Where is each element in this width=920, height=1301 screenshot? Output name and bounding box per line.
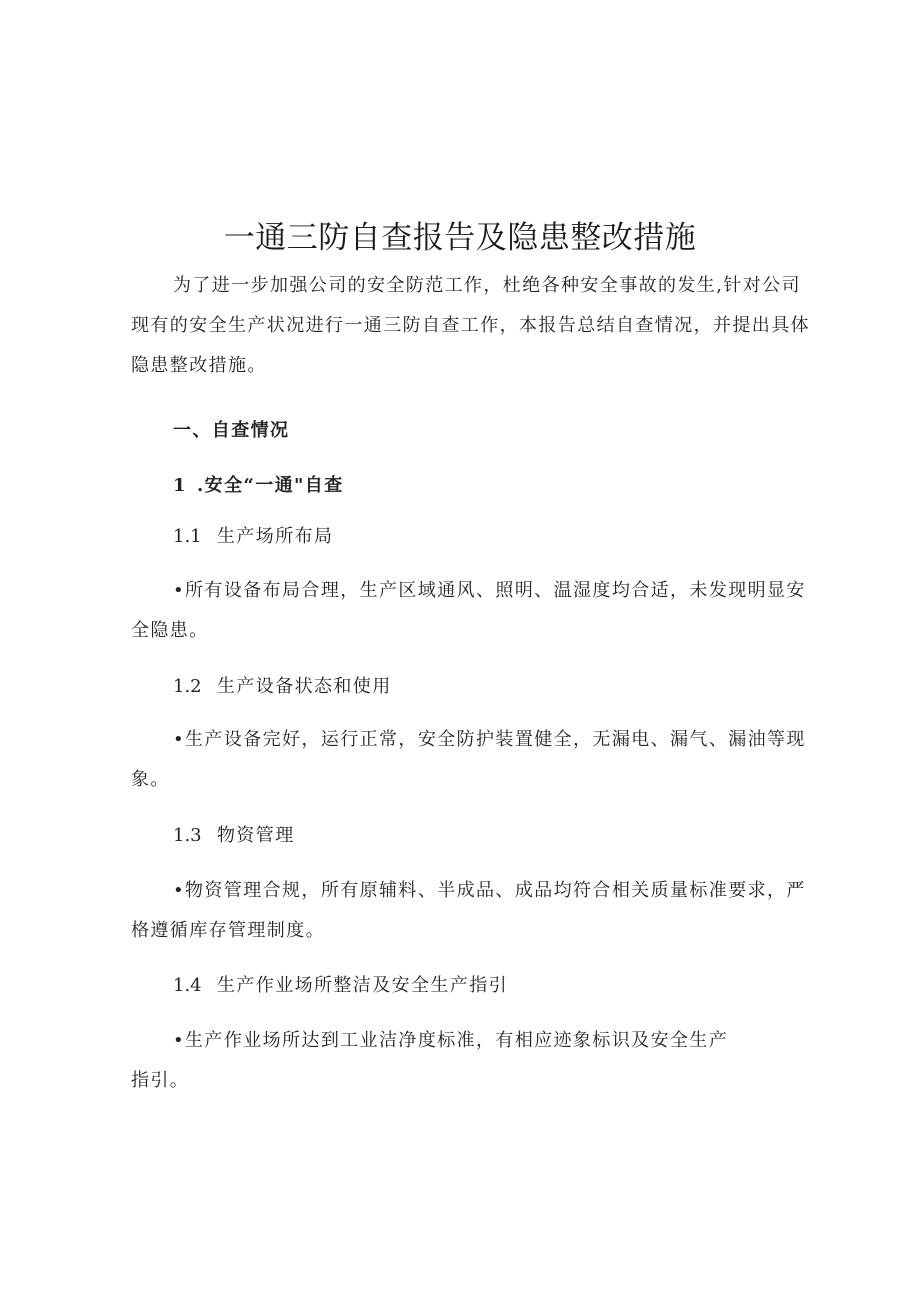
item-heading-1-3 — [173, 816, 295, 856]
item-number: 1.3 — [173, 825, 202, 846]
item-paragraph-1-4 — [131, 1021, 791, 1101]
item-paragraph-1-2 — [131, 720, 806, 800]
item-line: 全隐患。 — [131, 620, 209, 641]
item-number: 1.4 — [173, 975, 202, 996]
intro-line-1: 为了进一步加强公司的安全防范工作，杜绝各种安全事故的发生,针对公司 — [173, 275, 801, 296]
subsection-number: 1 — [173, 475, 186, 496]
item-line: •生产作业场所达到工业洁净度标准，有相应迹象标识及安全生产 — [173, 1030, 729, 1051]
item-heading-text: 物资管理 — [217, 825, 295, 846]
item-line: •物资管理合规，所有原辅料、半成品、成品均符合相关质量标准要求，严 — [173, 880, 806, 901]
section-heading-self-check: 一、自查情况 — [173, 420, 290, 441]
item-line: •生产设备完好，运行正常，安全防护装置健全，无漏电、漏气、漏油等现 — [173, 729, 806, 750]
item-heading-1-4 — [173, 966, 508, 1006]
item-number: 1.2 — [173, 676, 202, 697]
item-heading-1-1 — [173, 517, 333, 557]
item-line: 格遵循库存管理制度。 — [131, 920, 325, 941]
item-line: 象。 — [131, 769, 170, 790]
item-heading-text: 生产设备状态和使用 — [217, 676, 392, 697]
item-heading-text: 生产场所布局 — [217, 526, 334, 547]
item-paragraph-1-3 — [131, 871, 806, 951]
subsection-label: .安全“一通"自查 — [197, 475, 344, 496]
intro-line-3: 隐患整改措施。 — [131, 355, 267, 376]
item-paragraph-1-1 — [131, 571, 806, 651]
intro-line-2: 现有的安全生产状况进行一通三防自查工作，本报告总结自查情况，并提出具体 — [131, 315, 810, 336]
item-heading-1-2 — [173, 667, 392, 707]
item-line: 指引。 — [131, 1070, 190, 1091]
item-line: •所有设备布局合理，生产区域通风、照明、温湿度均合适，未发现明显安 — [173, 580, 806, 601]
subsection-heading-ventilation — [173, 466, 344, 506]
intro-paragraph — [131, 266, 810, 386]
document-title: 一通三防自查报告及隐患整改措施 — [223, 220, 697, 256]
item-heading-text: 生产作业场所整洁及安全生产指引 — [217, 975, 508, 996]
item-number: 1.1 — [173, 526, 202, 547]
